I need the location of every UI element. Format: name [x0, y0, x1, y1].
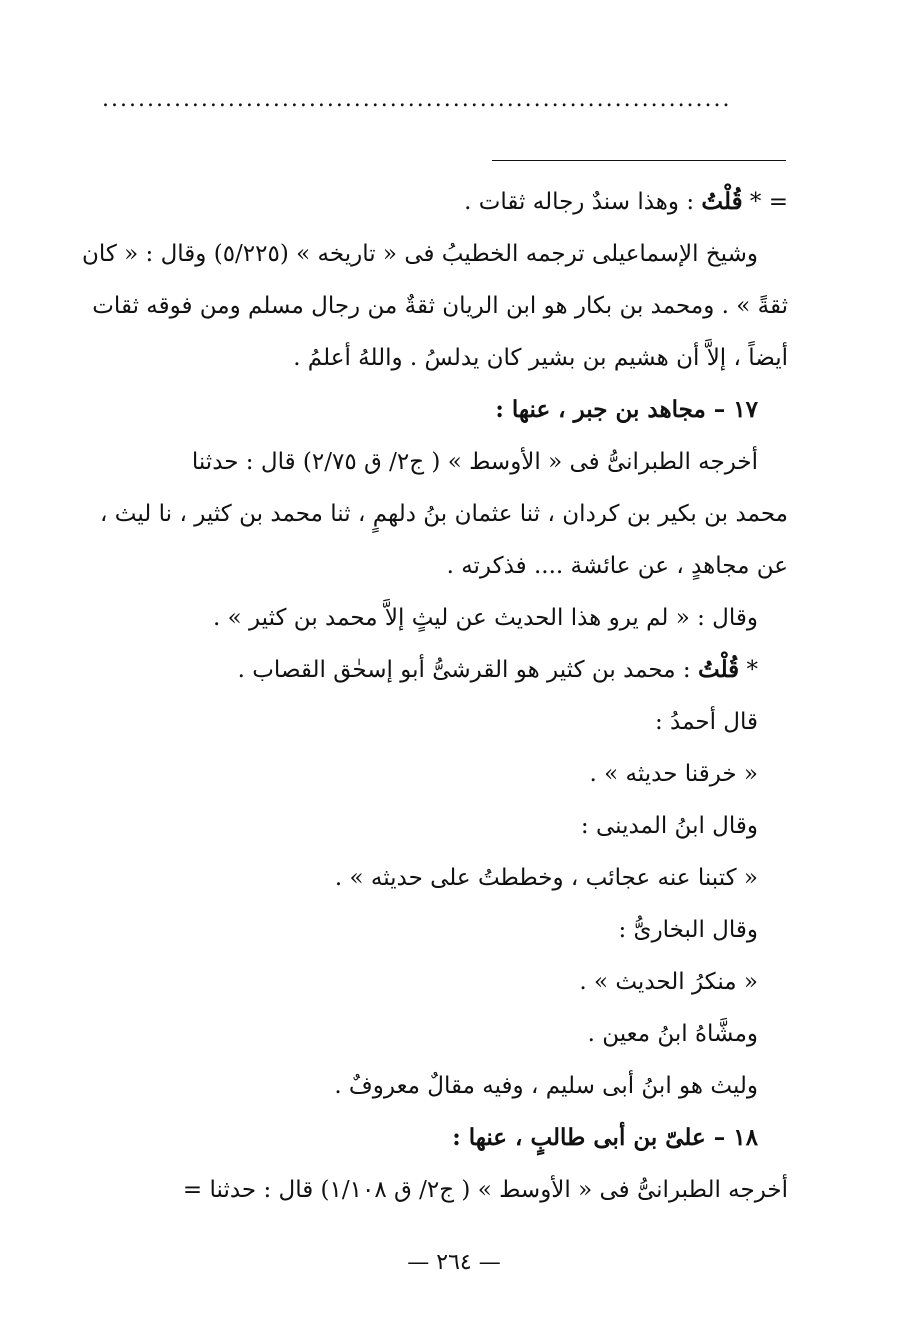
text-line: أخرجه الطبرانىُّ فى « الأوسط » ( ج٢/ ق ٢/٧٥) قال : حدثنا: [191, 449, 758, 475]
text-line: وشيخ الإسماعيلى ترجمه الخطيبُ فى « تاريخه » (٥/٢٢٥) وقال : « كان: [81, 241, 758, 267]
text-line: [100, 176, 788, 228]
text-line: أخرجه الطبرانىُّ فى « الأوسط » ( ج٢/ ق ١/١٠٨) قال : حدثنا =: [182, 1177, 788, 1203]
text-line: وقال : « لم يرو هذا الحديث عن ليثٍ إلاَّ محمد بن كثير » .: [212, 605, 758, 631]
text-line: عن مجاهدٍ ، عن عائشة .... فذكرته .: [446, 553, 788, 579]
text-line: محمد بن بكير بن كردان ، ثنا عثمان بنُ دلهمٍ ، ثنا محمد بن كثير ، نا ليث ،: [100, 501, 788, 527]
line-suffix: : محمد بن كثير هو القرشىُّ أبو إسحٰق القصاب .: [237, 657, 698, 683]
text-line: وقال البخارىُّ :: [618, 917, 758, 943]
footnote-rule: [492, 160, 786, 161]
text-line: « كتبنا عنه عجائب ، وخططتُ على حديثه » .: [334, 865, 758, 891]
line-emphasis: قُلْتُ: [701, 188, 743, 215]
text-line: « منكرُ الحديث » .: [579, 969, 758, 995]
text-line: ثقةً » . ومحمد بن بكار هو ابن الريان ثقةٌ من رجال مسلم ومن فوقه ثقات: [92, 293, 788, 319]
footnote-dotted-separator: ......................................................................: [102, 87, 732, 112]
text-line: وليث هو ابنُ أبى سليم ، وفيه مقالٌ معروفٌ .: [334, 1073, 758, 1099]
text-line: وقال ابنُ المدينى :: [580, 813, 758, 839]
text-line: « خرقنا حديثه » .: [589, 761, 758, 787]
section-heading: ١٨ – علىّ بن أبى طالبٍ ، عنها :: [452, 1124, 758, 1151]
line-emphasis: قُلْتُ: [697, 656, 740, 683]
text-line: [100, 644, 788, 696]
page-body: [81, 176, 788, 1216]
line-prefix: *: [739, 657, 758, 683]
line-suffix: : وهذا سندٌ رجاله ثقات .: [464, 189, 702, 215]
line-prefix: = *: [742, 189, 788, 215]
text-line: قال أحمدُ :: [654, 709, 758, 735]
text-line: أيضاً ، إلاَّ أن هشيم بن بشير كان يدلسُ . واللهُ أعلمُ .: [293, 345, 788, 371]
section-heading: ١٧ – مجاهد بن جبر ، عنها :: [495, 396, 758, 423]
text-line: ومشَّاهُ ابنُ معين .: [587, 1021, 758, 1047]
page-number: — ٢٦٤ —: [407, 1250, 501, 1275]
